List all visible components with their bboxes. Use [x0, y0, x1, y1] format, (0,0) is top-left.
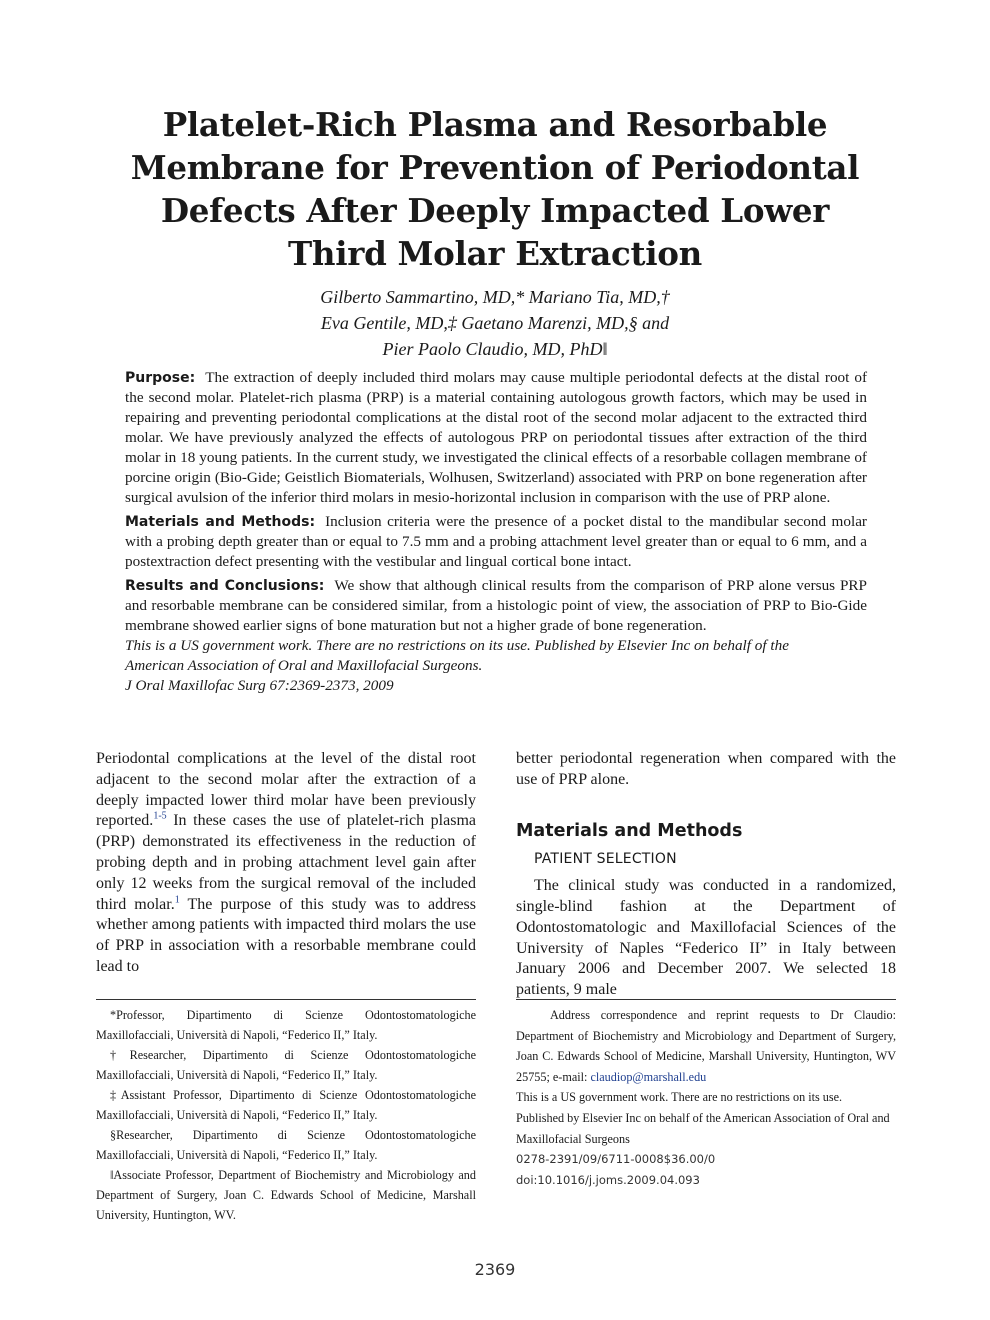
results-label: Results and Conclusions: [125, 578, 325, 594]
intro-paragraph [96, 749, 476, 978]
gov-work-note: This is a US government work. There are no restrictions on its use. [516, 1090, 843, 1105]
abstract-methods [125, 512, 867, 572]
author-line: Pier Paolo Claudio, MD, PhD‖ [382, 339, 608, 359]
author-line: Gilberto Sammartino, MD,* Mariano Tia, MD,† [320, 287, 670, 307]
title-line: Membrane for Prevention of Periodontal [130, 148, 860, 187]
correspondence-footnotes [516, 1005, 896, 1190]
footnote-divider [96, 999, 476, 1000]
affiliation-footnote: §Researcher, Dipartimento di Scienze Odontostomatologiche Maxillofacciali, Università di Napoli, “Federico II,” Italy. [96, 1128, 476, 1162]
abstract-results [125, 576, 867, 636]
abstract [125, 368, 867, 696]
reference-link[interactable]: 1 [174, 894, 180, 906]
page-number: 2369 [474, 1260, 516, 1279]
affiliation-footnotes [96, 1005, 476, 1225]
affiliation-footnote: ‖Associate Professor, Department of Biochemistry and Microbiology and Department of Surgery, Joan C. Edwards School of Medicine, Marshall University, Huntington, WV. [96, 1168, 476, 1222]
issn-code: 0278-2391/09/6711-0008$36.00/0 [516, 1152, 716, 1167]
footnote-divider [516, 999, 896, 1000]
title-line: Platelet-Rich Plasma and Resorbable [162, 105, 828, 144]
affiliation-footnote: *Professor, Dipartimento di Scienze Odontostomatologiche Maxillofacciali, Università di Napoli, “Federico II,” Italy. [96, 1008, 476, 1042]
methods-text: Inclusion criteria were the presence of a pocket distal to the mandibular second molar with a probing depth greater than or equal to 7.5 mm and a probing attachment level greater than or equal to 6 mm, and a postextraction defect presenting with the vestibular and lingual cortical bone intact. [125, 513, 867, 570]
purpose-label: Purpose: [125, 370, 196, 386]
note-line-1: This is a US government work. There are no restrictions on its use. Published by Elsevier Inc on behalf of the [125, 637, 789, 654]
section-heading: Materials and Methods [516, 820, 743, 841]
results-text: We show that although clinical results from the comparison of PRP alone versus PRP and resorbable membrane can be considered similar, from a histologic point of view, the association of PRP to Bio-Gide membrane showed earlier signs of bone maturation but not a higher grade of bone regeneration. [125, 577, 867, 634]
body-column-right [516, 749, 896, 1001]
publisher-note: Published by Elsevier Inc on behalf of the American Association of Oral and Maxillofacial Surgeons [516, 1110, 890, 1146]
article-title [100, 103, 890, 275]
correspondence-note [516, 1005, 896, 1087]
journal-citation: J Oral Maxillofac Surg 67:2369-2373, 2009 [125, 677, 394, 694]
intro-continuation: better periodontal regeneration when compared with the use of PRP alone. [516, 750, 896, 788]
affiliation-footnote: †Researcher, Dipartimento di Scienze Odontostomatologiche Maxillofacciali, Università di Napoli, “Federico II,” Italy. [96, 1048, 476, 1082]
body-column-left [96, 749, 476, 978]
doi-link[interactable]: doi:10.1016/j.joms.2009.04.093 [516, 1172, 700, 1187]
government-work-note [125, 636, 867, 676]
reference-link[interactable]: 1-5 [153, 811, 167, 823]
affiliation-footnote: ‡Assistant Professor, Dipartimento di Scienze Odontostomatologiche Maxillofacciali, Università di Napoli, “Federico II,” Italy. [96, 1088, 476, 1122]
intro-text-3: The purpose of this study was to address whether among patients with impacted third molars the use of PRP in association with a resorbable membrane could lead to [96, 895, 477, 975]
subsection-heading: PATIENT SELECTION [534, 851, 677, 868]
title-line: Third Molar Extraction [287, 234, 702, 273]
author-line: Eva Gentile, MD,‡ Gaetano Marenzi, MD,§ and [320, 313, 670, 333]
purpose-text: The extraction of deeply included third molars may cause multiple periodontal defects at the distal root of the second molar. Platelet-rich plasma (PRP) is a material containing autologous growth factors, which may be used in repairing and preventing periodontal complications at the distal root of the second molar adjacent to the extracted third molar. We have previously analyzed the effects of autologous PRP on periodontal tissues after extraction of the third molar in 18 young patients. In the current study, we investigated the clinical effects of a resorbable collagen membrane of porcine origin (Bio-Gide; Geistlich Biomaterials, Wolhusen, Switzerland) associated with PRP on bone regeneration after surgical avulsion of the inferior third molars in mesio-horizontal inclusion in comparison with the use of PRP alone. [125, 369, 867, 506]
correspondence-text: Address correspondence and reprint requests to Dr Claudio: Department of Biochemistry and Microbiology and Department of Surgery, Joan C. Edwards School of Medicine, Marshall University, Huntington, WV 25755; e-mail: [516, 1008, 896, 1084]
title-line: Defects After Deeply Impacted Lower [160, 191, 830, 230]
methods-label: Materials and Methods: [125, 514, 316, 530]
intro-text-2: In these cases the use of platelet-rich plasma (PRP) demonstrated its effectiveness in the reduction of probing depth and in probing attachment level gain after only 12 weeks from the surgical removal of the included third molar. [96, 812, 476, 913]
intro-text-1: Periodontal complications at the level of the distal root adjacent to the second molar after the extraction of a deeply impacted lower third molar have been previously reported. [96, 750, 476, 830]
patient-selection-paragraph: The clinical study was conducted in a randomized, single-blind fashion at the Department of Odontostomatologic and Maxillofacial Sciences of the University of Naples “Federico II” in Italy between January 2006 and December 2007. We selected 18 patients, 9 male [516, 877, 896, 999]
email-link[interactable]: claudiop@marshall.edu [590, 1069, 707, 1084]
author-list [100, 284, 890, 362]
abstract-purpose [125, 368, 867, 508]
note-line-2: American Association of Oral and Maxillofacial Surgeons. [125, 657, 483, 674]
